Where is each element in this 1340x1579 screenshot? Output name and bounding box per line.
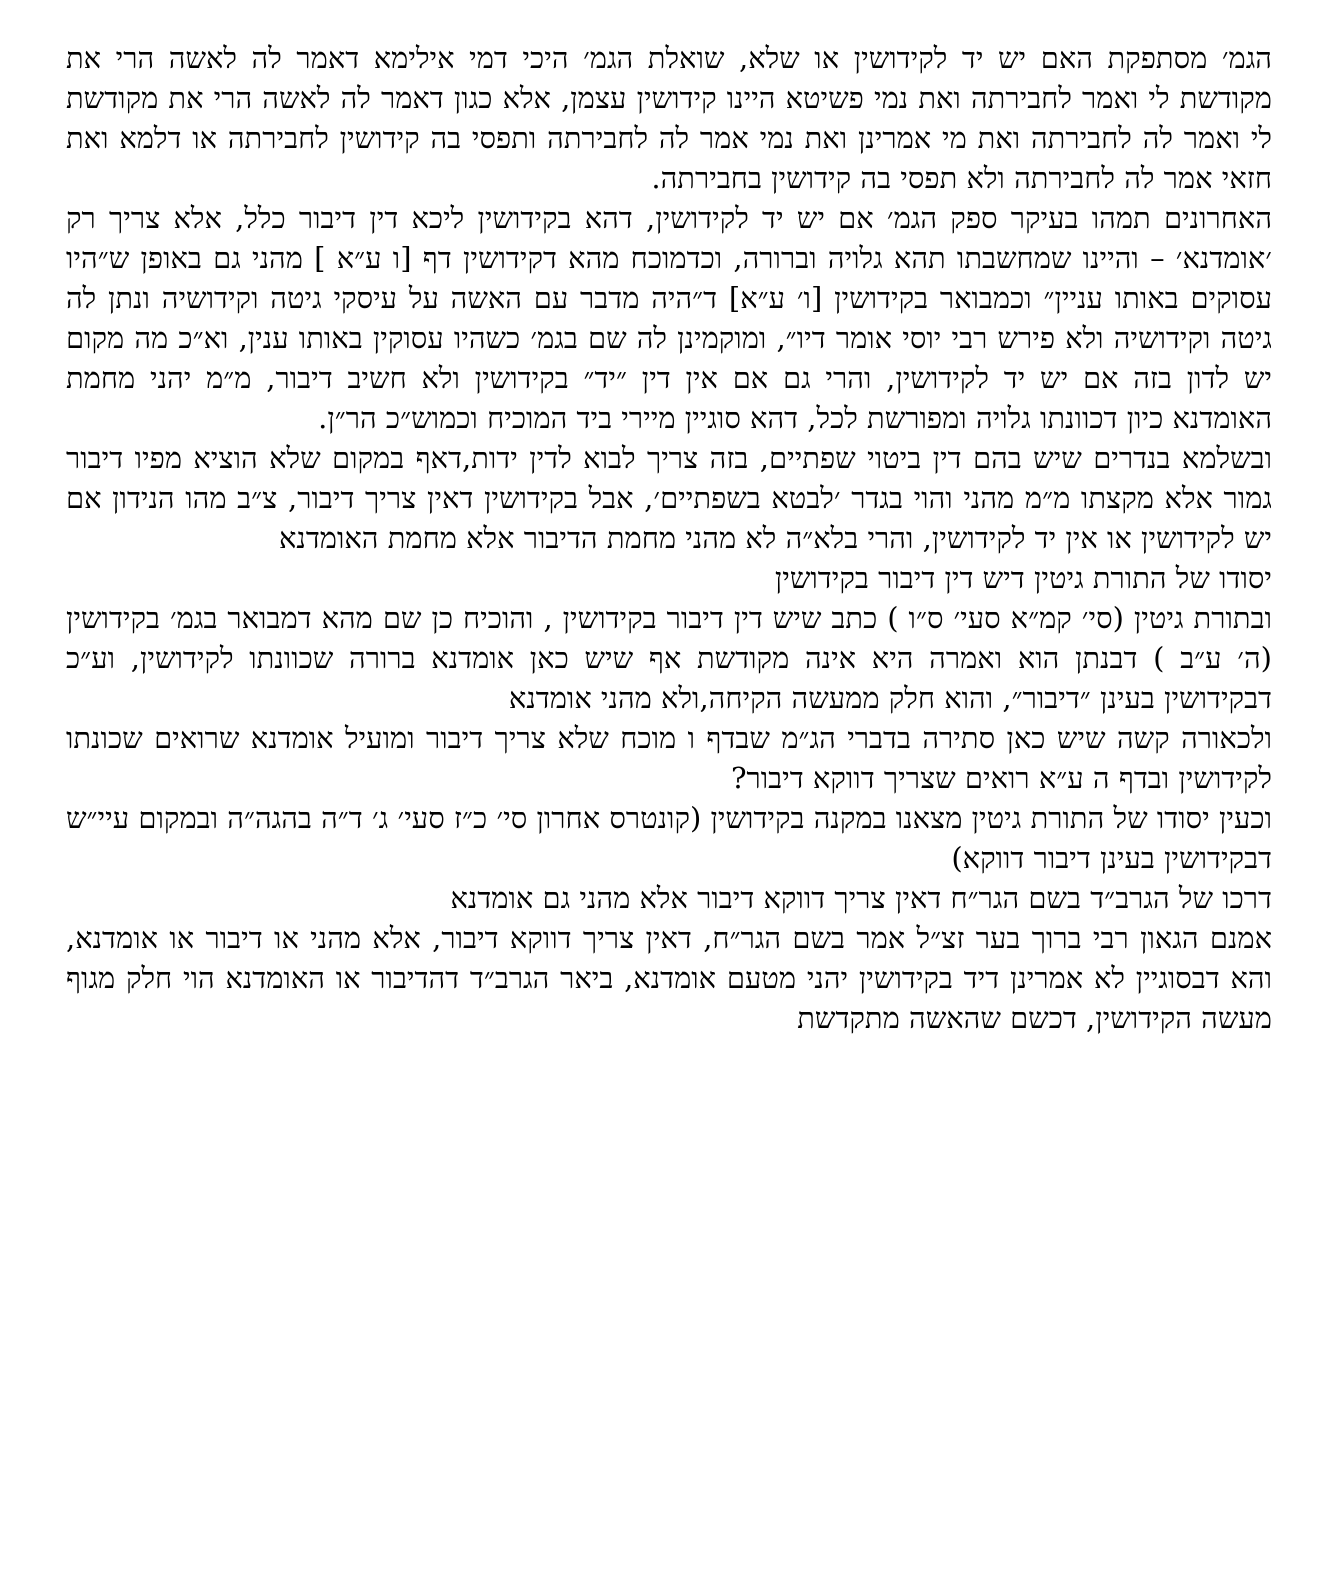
- paragraph-contradiction: ולכאורה קשה שיש כאן סתירה בדברי הג״מ שבדף ו מוכח שלא צריך דיבור ומועיל אומדנא שרואים שכונתו לקידושין ובדף ה ע״א רואים שצריך דווקא דיבור?: [66, 721, 1272, 795]
- paragraph-baruch-ber: אמנם הגאון רבי ברוך בער זצ״ל אמר בשם הגר״ח, דאין צריך דווקא דיבור, אלא מהני או דיבור או אומדנא, והא דבסוגיין לא אמרינן דיד בקידושין יהני מטעם אומדנא, ביאר הגרב״ד דהדיבור או האומדנא הוי חלק מגוף מעשה הקידושין, דכשם שהאשה מתקדשת: [66, 921, 1272, 1035]
- section-heading-toras-gittin: יסודו של התורת גיטין דיש דין דיבור בקידושין: [774, 561, 1272, 595]
- paragraph-toras-gittin: ובתורת גיטין (סי׳ קמ״א סעי׳ ס״ו ) כתב שיש דין דיבור בקידושין , והוכיח כן שם מהא דמבואר בגמ׳ בקידושין (ה׳ ע״ב ) דבנתן הוא ואמרה היא אינה מקודשת אף שיש כאן אומדנא ברורה שכוונתו לקידושין, וע״כ דבקידושין בעינן ״דיבור״, והוא חלק ממעשה הקיחה,ולא מהני אומדנא: [66, 601, 1272, 715]
- paragraph-question: הגמ׳ מסתפקת האם יש יד לקידושין או שלא, שואלת הגמ׳ היכי דמי אילימא דאמר לה לאשה הרי את מקודשת לי ואמר לחבירתה ואת נמי פשיטא היינו קידושין עצמן, אלא כגון דאמר לה לאשה הרי את מקודשת לי ואמר לה לחבירתה ואת מי אמרינן ואת נמי אמר לה לחבירתה ותפסי בה קידושין לחבירתה או דלמא ואת חזאי אמר לה לחבירתה ולא תפסי בה קידושין בחבירתה.: [66, 41, 1272, 195]
- paragraph-mikneh: וכעין יסודו של התורת גיטין מצאנו במקנה בקידושין (קונטרס אחרון סי׳ כ״ז סעי׳ ג׳ ד״ה בהגה״ה ובמקום עיי״ש דבקידושין בעינן דיבור דווקא): [66, 801, 1272, 875]
- paragraph-acharonim: האחרונים תמהו בעיקר ספק הגמ׳ אם יש יד לקידושין, דהא בקידושין ליכא דין דיבור כלל, אלא צריך רק ׳אומדנא׳ – והיינו שמחשבתו תהא גלויה וברורה, וכדמוכח מהא דקידושין דף [ו ע״א ] מהני גם באופן ש״היו עסוקים באותו עניין״ וכמבואר בקידושין [ו׳ ע״א] ד״היה מדבר עם האשה על עיסקי גיטה וקידושיה ונתן לה גיטה וקידושיה ולא פירש רבי יוסי אומר דיו״, ומוקמינן לה שם בגמ׳ כשהיו עסוקין באותו ענין, וא״כ מה מקום יש לדון בזה אם יש יד לקידושין, והרי גם אם אין דין ״יד״ בקידושין ולא חשיב דיבור, מ״מ יהני מחמת האומדנא כיון דכוונתו גלויה ומפורשת לכל, דהא סוגיין מיירי ביד המוכיח וכמוש״כ הר״ן.: [66, 201, 1272, 435]
- paragraph-nedarim: ובשלמא בנדרים שיש בהם דין ביטוי שפתיים, בזה צריך לבוא לדין ידות,דאף במקום שלא הוציא מפיו דיבור גמור אלא מקצתו מ״מ מהני והוי בגדר ׳לבטא בשפתיים׳, אבל בקידושין דאין צריך דיבור, צ״ב מהו הנידון אם יש לקידושין או אין יד לקידושין, והרי בלא״ה לא מהני מחמת הדיבור אלא מחמת האומדנא: [66, 441, 1272, 555]
- document-page: [66, 38, 1272, 1038]
- section-heading-grach: דרכו של הגרב״ד בשם הגר״ח דאין צריך דווקא דיבור אלא מהני גם אומדנא: [450, 881, 1272, 915]
